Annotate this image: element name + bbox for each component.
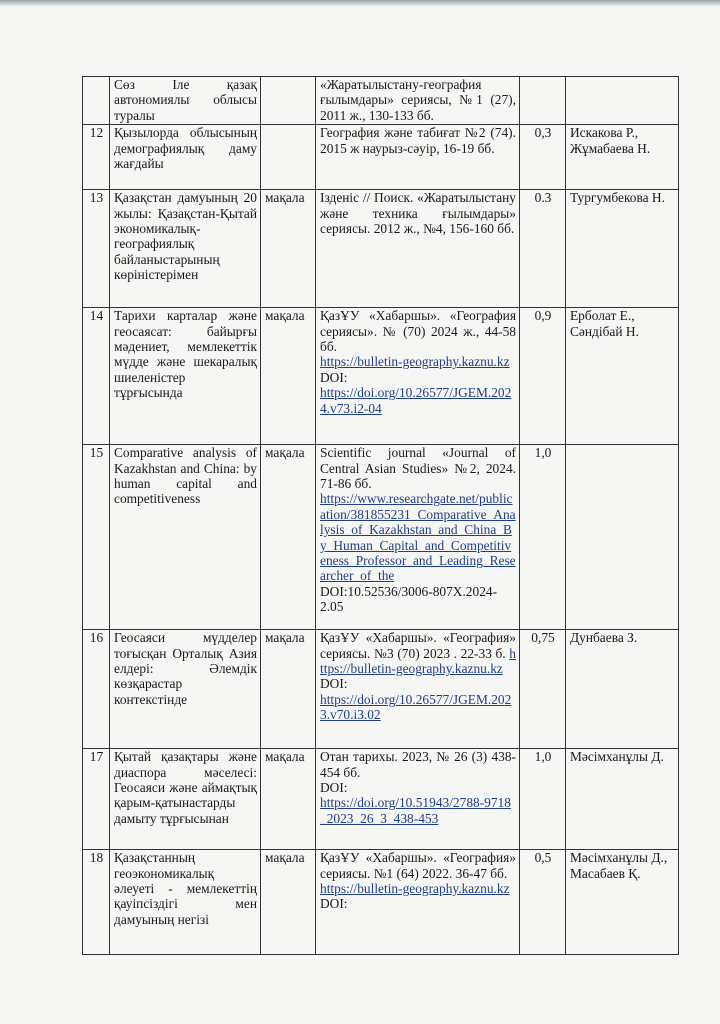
- doi-label: DOI:: [320, 676, 348, 692]
- scan-top-edge: [0, 0, 720, 6]
- publications-table: [82, 76, 679, 955]
- row-number: 17: [83, 749, 110, 850]
- publication-source: [316, 850, 520, 955]
- publication-volume: 0,75: [520, 630, 566, 749]
- publication-source: [316, 445, 520, 630]
- publication-volume: 0,9: [520, 308, 566, 445]
- publication-volume: 0.3: [520, 190, 566, 308]
- publication-volume: [520, 77, 566, 125]
- publication-title: Тарихи карталар және геосаясат: байырғы мәдениет, мемлекеттік мүдде және шекаралық шиеленістер тұрғысында: [110, 308, 261, 445]
- publication-source: [316, 749, 520, 850]
- source-text: Ізденіс // Поиск. «Жаратылыстану және техника ғылымдары» сериясы. 2012 ж., №4, 156-160 бб.: [320, 190, 516, 237]
- row-number: 12: [83, 125, 110, 190]
- publication-coauthors: Тургумбекова Н.: [566, 190, 679, 308]
- publication-type: [261, 125, 316, 190]
- publication-coauthors: Ерболат Е., Сәндібай Н.: [566, 308, 679, 445]
- journal-link[interactable]: https://bulletin-geography.kaznu.kz: [320, 354, 510, 370]
- table-row: [83, 125, 679, 190]
- publication-title: Comparative analysis of Kazakhstan and China: by human capital and competitiveness: [110, 445, 261, 630]
- publication-source: [316, 77, 520, 125]
- source-text: ҚазҰУ «Хабаршы». «География сериясы». № (70) 2024 ж., 44-58 бб.: [320, 308, 516, 355]
- publication-type: мақала: [261, 630, 316, 749]
- table-row: [83, 630, 679, 749]
- publication-coauthors: Мәсімханұлы Д.: [566, 749, 679, 850]
- publication-coauthors: Мәсімханұлы Д., Масабаев Қ.: [566, 850, 679, 955]
- table-row: [83, 445, 679, 630]
- source-text: «Жаратылыстану-география ғылымдары» сериясы, №1 (27), 2011 ж., 130-133 бб.: [320, 77, 516, 123]
- publication-source: [316, 630, 520, 749]
- publication-coauthors: Дунбаева З.: [566, 630, 679, 749]
- row-number: 18: [83, 850, 110, 955]
- publication-type: мақала: [261, 850, 316, 955]
- publications-table-body: [83, 77, 679, 955]
- doi-label: DOI:: [320, 780, 348, 796]
- publication-volume: 0,5: [520, 850, 566, 955]
- publication-title: Геосаяси мүдделер тоғысқан Орталық Азия елдері: Әлемдік көзқарастар контекстінде: [110, 630, 261, 749]
- row-number: 14: [83, 308, 110, 445]
- doi-label: DOI:: [320, 369, 348, 385]
- journal-link[interactable]: https://bulletin-geography.kaznu.kz: [320, 645, 516, 677]
- source-text: ҚазҰУ «Хабаршы». «География» сериясы. №1 (64) 2022. 36-47 бб.: [320, 850, 516, 881]
- table-row: [83, 77, 679, 125]
- doi-link[interactable]: https://doi.org/10.26577/JGEM.2024.v73.i2-04: [320, 385, 512, 416]
- publication-volume: 0,3: [520, 125, 566, 190]
- publication-type: мақала: [261, 749, 316, 850]
- journal-link[interactable]: https://bulletin-geography.kaznu.kz: [320, 881, 510, 897]
- table-row: [83, 308, 679, 445]
- publication-volume: 1,0: [520, 749, 566, 850]
- source-text: ҚазҰУ «Хабаршы». «География» сериясы. №3 (70) 2023 . 22-33 б.: [320, 630, 516, 661]
- publication-source: [316, 125, 520, 190]
- publication-source: [316, 308, 520, 445]
- table-row: [83, 749, 679, 850]
- publication-type: мақала: [261, 308, 316, 445]
- researchgate-link[interactable]: https://www.researchgate.net/publication/381855231_Comparative_Analysis_of_Kazakhstan_and_China_By_Human_Capital_and_Competitiveness_Professor_and_Leading_Researcher_of_the: [320, 491, 516, 584]
- publication-title: Сөз Іле қазақ автономиялы облысы туралы: [110, 77, 261, 125]
- source-text: География және табиғат №2 (74). 2015 ж наурыз-сәуір, 16-19 бб.: [320, 125, 516, 156]
- doi-link[interactable]: https://doi.org/10.26577/JGEM.2023.v70.i3.02: [320, 691, 512, 723]
- doi-label: DOI:: [320, 896, 348, 912]
- row-number: 13: [83, 190, 110, 308]
- doi-label: DOI:10.52536/3006-807X.2024-2.05: [320, 583, 498, 615]
- publication-title: Қызылорда облысының демографиялық даму жағдайы: [110, 125, 261, 190]
- table-row: [83, 850, 679, 955]
- publication-coauthors: Искакова Р., Жұмабаева Н.: [566, 125, 679, 190]
- publication-coauthors: [566, 445, 679, 630]
- row-number: 15: [83, 445, 110, 630]
- publication-volume: 1,0: [520, 445, 566, 630]
- publication-title: Қытай қазақтары және диаспора мәселесі: Геосаяси және аймақтық қарым-қатынастарды дамыту тұрғысынан: [110, 749, 261, 850]
- doi-link[interactable]: https://doi.org/10.51943/2788-9718_2023_26_3_438-453: [320, 795, 511, 826]
- source-text: Scientific journal «Journal of Central Asian Studies» №2, 2024. 71-86 бб.: [320, 445, 516, 492]
- publication-title: Қазақстанның геоэкономикалық әлеуеті - мемлекеттің қауіпсіздігі мен дамуының негізі: [110, 850, 261, 955]
- publication-type: мақала: [261, 445, 316, 630]
- publication-type: [261, 77, 316, 125]
- table-row: [83, 190, 679, 308]
- row-number: 16: [83, 630, 110, 749]
- row-number: [83, 77, 110, 125]
- source-text: Отан тарихы. 2023, № 26 (3) 438-454 бб.: [320, 749, 516, 780]
- publication-title: Қазақстан дамуының 20 жылы: Қазақстан-Қытай экономикалық-географиялық байланыстарының көріністерімен: [110, 190, 261, 308]
- publication-type: мақала: [261, 190, 316, 308]
- publication-source: [316, 190, 520, 308]
- publication-coauthors: [566, 77, 679, 125]
